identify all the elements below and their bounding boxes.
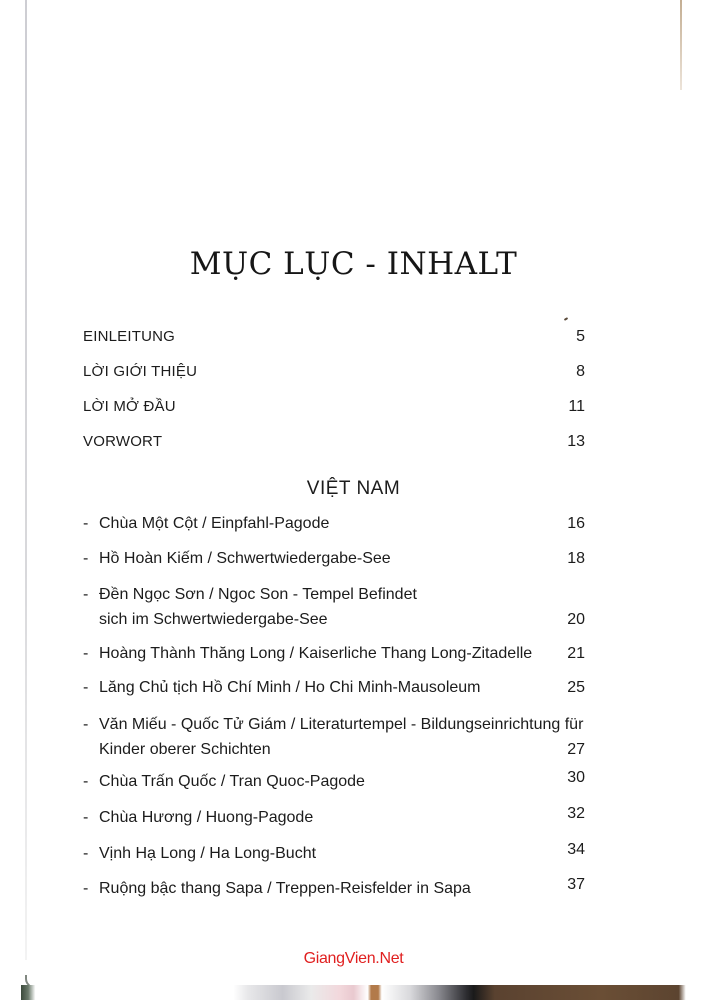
toc-entry-page: 20 bbox=[567, 611, 585, 628]
toc-entry-label: LỜI GIỚI THIỆU bbox=[83, 363, 198, 380]
toc-entry[interactable] bbox=[83, 582, 585, 632]
toc-entry-page: 13 bbox=[567, 433, 585, 450]
toc-entry-label: Lăng Chủ tịch Hồ Chí Minh / Ho Chi Minh-Mausoleum bbox=[99, 679, 481, 696]
toc-entry[interactable] bbox=[83, 676, 585, 700]
toc-entry-page: 37 bbox=[567, 876, 585, 893]
toc-entry-page: 30 bbox=[567, 769, 585, 786]
toc-entry-label: Chùa Trấn Quốc / Tran Quoc-Pagode bbox=[99, 773, 365, 790]
section-heading: VIỆT NAM bbox=[306, 478, 401, 499]
toc-entry-vorwort[interactable] bbox=[83, 430, 585, 454]
toc-entry-loi-mo-dau[interactable] bbox=[83, 395, 585, 419]
toc-entry-page: 18 bbox=[567, 550, 585, 567]
bullet-dash: - bbox=[83, 773, 89, 790]
toc-entry[interactable] bbox=[83, 877, 585, 901]
toc-entry[interactable] bbox=[83, 842, 585, 866]
bullet-dash: - bbox=[83, 845, 89, 862]
toc-entry-label: Chùa Một Cột / Einpfahl-Pagode bbox=[99, 515, 330, 532]
toc-entry-page: 11 bbox=[568, 398, 585, 415]
watermark-link[interactable]: GiangVien.Net bbox=[303, 950, 404, 967]
toc-entry[interactable] bbox=[83, 806, 585, 830]
bullet-dash: - bbox=[83, 679, 89, 696]
toc-entry-page: 21 bbox=[567, 645, 585, 662]
toc-entry-label: LỜI MỞ ĐẦU bbox=[83, 398, 176, 415]
bullet-dash: - bbox=[83, 550, 89, 567]
toc-entry-label: EINLEITUNG bbox=[83, 328, 176, 345]
toc-entry[interactable] bbox=[83, 770, 585, 794]
page-edge-right bbox=[680, 0, 682, 90]
toc-entry[interactable] bbox=[83, 547, 585, 571]
toc-entry-page: 5 bbox=[576, 328, 585, 345]
toc-entry-label: VORWORT bbox=[83, 433, 163, 450]
toc-entry-page: 27 bbox=[567, 741, 585, 758]
bullet-dash: - bbox=[83, 586, 89, 603]
bullet-dash: - bbox=[83, 716, 89, 733]
toc-entry-label: Đền Ngọc Sơn / Ngoc Son - Tempel Befindet sich im Schwertwiedergabe-See bbox=[99, 586, 417, 628]
toc-entry-label: Vịnh Hạ Long / Ha Long-Bucht bbox=[99, 845, 317, 862]
page-title: MỤC LỤC - INHALT bbox=[189, 245, 518, 282]
toc-entry[interactable] bbox=[83, 712, 585, 762]
bottom-background-strip bbox=[0, 985, 707, 1000]
scan-speck bbox=[564, 317, 568, 321]
toc-entry-label: Hồ Hoàn Kiếm / Schwertwiedergabe-See bbox=[99, 550, 391, 567]
toc-entry[interactable] bbox=[83, 512, 585, 536]
toc-entry-einleitung[interactable] bbox=[83, 325, 585, 349]
bullet-dash: - bbox=[83, 880, 89, 897]
toc-entry-page: 32 bbox=[567, 805, 585, 822]
toc-entry-label: Chùa Hương / Huong-Pagode bbox=[99, 809, 314, 826]
toc-entry-loi-gioi-thieu[interactable] bbox=[83, 360, 585, 384]
toc-entry-label: Hoàng Thành Thăng Long / Kaiserliche Thang Long-Zitadelle bbox=[99, 645, 533, 662]
toc-entry-page: 16 bbox=[567, 515, 585, 532]
bullet-dash: - bbox=[83, 645, 89, 662]
toc-entry[interactable] bbox=[83, 642, 585, 666]
bullet-dash: - bbox=[83, 515, 89, 532]
toc-entry-label: Ruộng bậc thang Sapa / Treppen-Reisfelder in Sapa bbox=[99, 880, 471, 897]
toc-entry-page: 34 bbox=[567, 841, 585, 858]
toc-entry-page: 25 bbox=[567, 679, 585, 696]
toc-entry-page: 8 bbox=[576, 363, 585, 380]
toc-entry-label: Văn Miếu - Quốc Tử Giám / Literaturtempel - Bildungseinrichtung für Kinder oberer Schichten bbox=[99, 716, 584, 758]
bullet-dash: - bbox=[83, 809, 89, 826]
